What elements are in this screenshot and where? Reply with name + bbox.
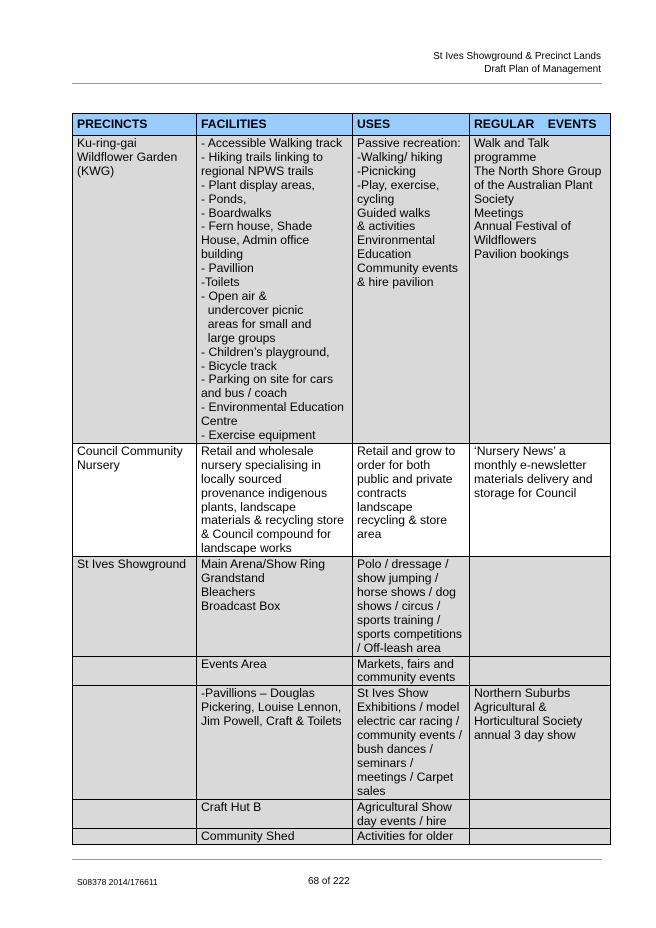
cell-line: meetings / Carpet [357, 769, 454, 784]
cell-line: - Exercise equipment [201, 428, 316, 443]
header-subtitle: Draft Plan of Management [484, 64, 601, 75]
cell-line: storage for Council [474, 485, 577, 500]
cell-line: Society [474, 191, 514, 206]
cell-line: Broadcast Box [201, 598, 281, 613]
cell-line: landscape works [201, 541, 292, 556]
uses-cell [353, 443, 470, 556]
cell-line: Education [357, 247, 412, 262]
cell-line: Agricultural & [474, 700, 547, 715]
cell-line: & Council compound for [201, 527, 332, 542]
cell-line: Grandstand [201, 571, 265, 586]
cell-line: - Boardwalks [201, 205, 272, 220]
precincts-table [72, 113, 611, 845]
cell-line: Pavilion bookings [474, 247, 569, 262]
cell-line: Community events [357, 261, 458, 276]
cell-line: undercover picnic [201, 302, 304, 317]
precinct-cell [73, 799, 197, 829]
header-rule [72, 83, 602, 84]
cell-line: plants, landscape [201, 499, 296, 514]
cell-line: Bleachers [201, 585, 256, 599]
cell-line: Walk and Talk [474, 136, 550, 150]
events-cell [470, 443, 611, 556]
cell-line: sports competitions [357, 626, 462, 641]
cell-line: annual 3 day show [474, 728, 576, 743]
cell-line: & hire pavilion [357, 275, 434, 290]
facilities-cell [197, 799, 353, 829]
cell-line: nursery specialising in [201, 457, 321, 472]
events-cell [470, 557, 611, 656]
cell-line: Horticultural Society [474, 714, 583, 729]
cell-line: seminars / [357, 755, 414, 770]
cell-line: community events / [357, 728, 462, 743]
cell-line: horse shows / dog [357, 585, 456, 599]
cell-line: community events [357, 670, 456, 685]
cell-line: Ku-ring-gai [77, 136, 137, 150]
page-header [433, 50, 601, 76]
cell-line: public and private [357, 471, 453, 486]
cell-line: Community Shed [201, 829, 295, 844]
table-row [73, 799, 611, 829]
cell-line: Pickering, Louise Lennon, [201, 700, 342, 715]
document-reference: S08378 2014/176611 [77, 877, 158, 887]
cell-line: of the Australian Plant [474, 177, 593, 192]
cell-line: House, Admin office [201, 233, 310, 248]
facilities-cell [197, 686, 353, 799]
uses-cell [353, 557, 470, 656]
cell-line: monthly e-newsletter [474, 457, 587, 472]
precinct-cell [73, 557, 197, 656]
table-row [73, 557, 611, 656]
cell-line: St Ives Showground [77, 557, 187, 572]
cell-line: programme [474, 149, 537, 164]
cell-line: Craft Hut B [201, 799, 262, 814]
cell-line: The North Shore Group [474, 163, 602, 178]
col-header-uses: USES [353, 114, 470, 136]
col-header-facilities: FACILITIES [197, 114, 353, 136]
cell-line: Retail and wholesale [201, 443, 314, 458]
cell-line: Polo / dressage / [357, 557, 449, 572]
cell-line: Guided walks [357, 205, 431, 220]
cell-line: electric car racing / [357, 714, 460, 729]
cell-line: sales [357, 783, 386, 798]
cell-line: Agricultural Show [357, 799, 452, 814]
uses-cell [353, 829, 470, 845]
cell-line: / Off-leash area [357, 640, 441, 655]
cell-line: materials & recycling store [201, 513, 344, 528]
precinct-cell [73, 136, 197, 444]
cell-line: - Fern house, Shade [201, 219, 313, 234]
cell-line: and bus / coach [201, 386, 288, 401]
cell-line: building [201, 247, 244, 262]
cell-line: - Pavillion [201, 261, 254, 276]
cell-line: Nursery [77, 457, 120, 472]
events-cell [470, 799, 611, 829]
facilities-cell [197, 656, 353, 686]
events-cell [470, 829, 611, 845]
facilities-cell [197, 136, 353, 444]
table-header-row [73, 114, 611, 136]
cell-line: contracts [357, 485, 407, 500]
cell-line: - Children’s playground, [201, 344, 330, 359]
col-header-regular-events: REGULAR EVENTS [470, 114, 611, 136]
cell-line: order for both [357, 457, 431, 472]
uses-cell [353, 799, 470, 829]
cell-line: recycling & store [357, 513, 448, 528]
cell-line: Main Arena/Show Ring [201, 557, 325, 572]
table-row [73, 686, 611, 799]
cell-line: large groups [201, 330, 276, 345]
cell-line: cycling [357, 191, 395, 206]
events-cell [470, 686, 611, 799]
col-header-precincts: PRECINCTS [73, 114, 197, 136]
cell-line: bush dances / [357, 741, 433, 756]
cell-line: Annual Festival of [474, 219, 571, 234]
cell-line: - Hiking trails linking to [201, 149, 323, 164]
cell-line: - Open air & [201, 288, 267, 303]
cell-line: -Toilets [201, 275, 240, 290]
cell-line: St Ives Show [357, 686, 429, 701]
cell-line: - Environmental Education [201, 400, 344, 415]
cell-line: - Parking on site for cars [201, 372, 334, 387]
cell-line: materials delivery and [474, 471, 593, 486]
cell-line: Exhibitions / model [357, 700, 460, 715]
cell-line: -Play, exercise, [357, 177, 440, 192]
cell-line: - Accessible Walking track [201, 136, 343, 150]
cell-line: locally sourced [201, 471, 282, 486]
precinct-cell [73, 656, 197, 686]
precinct-cell [73, 443, 197, 556]
precinct-cell [73, 686, 197, 799]
cell-line: provenance indigenous [201, 485, 328, 500]
cell-line: Meetings [474, 205, 524, 220]
cell-line: -Walking/ hiking [357, 149, 443, 164]
cell-line: Activities for older [357, 829, 454, 844]
footer-rule [72, 859, 602, 860]
cell-line: Events Area [201, 656, 267, 671]
cell-line: day events / hire [357, 813, 447, 828]
uses-cell [353, 686, 470, 799]
facilities-cell [197, 829, 353, 845]
cell-line: (KWG) [77, 163, 115, 178]
cell-line: -Picnicking [357, 163, 416, 178]
cell-line: show jumping / [357, 571, 439, 586]
page-number: 68 of 222 [308, 876, 350, 887]
table-row [73, 136, 611, 444]
cell-line: Wildflower Garden [77, 149, 178, 164]
events-cell [470, 656, 611, 686]
cell-line: - Bicycle track [201, 358, 277, 373]
cell-line: area [357, 527, 382, 542]
uses-cell [353, 656, 470, 686]
cell-line: Centre [201, 414, 238, 429]
cell-line: Passive recreation: [357, 136, 461, 150]
table-row [73, 656, 611, 686]
cell-line: Jim Powell, Craft & Toilets [201, 714, 342, 729]
cell-line: areas for small and [201, 316, 312, 331]
table-row [73, 443, 611, 556]
cell-line: & activities [357, 219, 416, 234]
cell-line: sports training / [357, 612, 441, 627]
facilities-cell [197, 443, 353, 556]
cell-line: shows / circus / [357, 598, 441, 613]
cell-line: regional NPWS trails [201, 163, 314, 178]
cell-line: Council Community [77, 443, 183, 458]
cell-line: Northern Suburbs [474, 686, 571, 701]
cell-line: Wildflowers [474, 233, 537, 248]
cell-line: - Plant display areas, [201, 177, 315, 192]
table-row [73, 829, 611, 845]
events-cell [470, 136, 611, 444]
cell-line: Environmental [357, 233, 435, 248]
uses-cell [353, 136, 470, 444]
cell-line: Markets, fairs and [357, 656, 454, 671]
precinct-cell [73, 829, 197, 845]
cell-line: landscape [357, 499, 413, 514]
header-title: St Ives Showground & Precinct Lands [433, 51, 601, 62]
cell-line: -Pavillions – Douglas [201, 686, 315, 701]
cell-line: ‘Nursery News’ a [474, 443, 566, 458]
facilities-cell [197, 557, 353, 656]
cell-line: Retail and grow to [357, 443, 456, 458]
cell-line: - Ponds, [201, 191, 247, 206]
